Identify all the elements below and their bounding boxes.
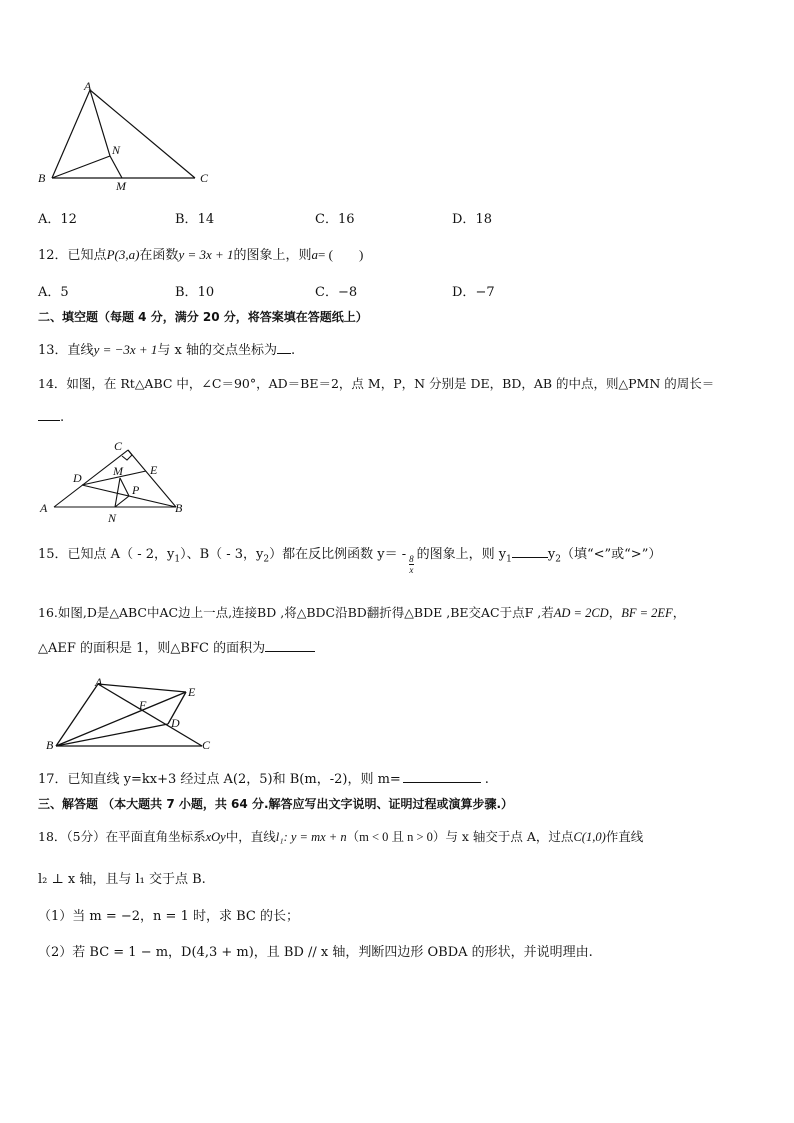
- fig11-label-c: C: [200, 171, 209, 185]
- question-14: [38, 374, 714, 392]
- q18-text: 作直线: [605, 829, 644, 844]
- q11-option-d: [452, 208, 492, 227]
- fig11-label-a: A: [84, 79, 92, 93]
- q18-part-2: （2）若 BC = 1 − m，D(4,3 + m)，且 BD // x 轴，判断四边形 OBDA 的形状，并说明理由.: [38, 945, 593, 960]
- fig14-label-p: P: [132, 483, 140, 497]
- q15-text: y: [547, 547, 556, 562]
- option-letter: D．: [452, 285, 476, 300]
- option-value: 10: [197, 285, 215, 300]
- fig14-label-c: C: [114, 439, 123, 453]
- q18-text: 与 x 轴交于点 A，过点: [445, 829, 574, 844]
- q13-text: .: [291, 343, 296, 358]
- fig14-label-n: N: [108, 511, 117, 525]
- option-letter: B．: [175, 212, 198, 227]
- q18-part-1: （1）当 m = −2，n = 1 时，求 BC 的长；: [38, 909, 299, 924]
- q16-text: ，: [672, 605, 686, 620]
- q16-text: ，: [608, 605, 622, 620]
- q12-option-d: [452, 281, 495, 300]
- option-value: 16: [337, 212, 355, 227]
- q12-text: 已知点: [67, 248, 107, 263]
- figure-q14: [36, 436, 196, 528]
- q18-coordinate-system: xOy: [205, 830, 226, 844]
- answer-blank[interactable]: [265, 639, 315, 652]
- question-number: 12．: [38, 248, 68, 263]
- subscript: 2: [555, 554, 561, 565]
- fraction-numerator: 8: [409, 554, 414, 564]
- q16-line-2: [38, 637, 315, 656]
- option-value: 18: [475, 212, 492, 227]
- fig16-label-c: C: [202, 738, 211, 752]
- option-value: 5: [60, 285, 69, 300]
- q17-text: 17．已知直线 y=kx+3 经过点 A(2，5)和 B(m，-2)，则 m=: [38, 772, 401, 787]
- option-value: −7: [475, 285, 495, 300]
- q12-text: 的图象上，则: [233, 248, 312, 263]
- q16-condition: BF = 2EF: [621, 606, 673, 620]
- q12-point: P(3,a): [106, 247, 140, 262]
- q14-text: .: [60, 410, 65, 425]
- fig14-label-d: D: [73, 471, 82, 485]
- q16-text: △AEF 的面积是 1，则△BFC 的面积为: [38, 641, 266, 656]
- q15-text: （填“<”或“>”）: [560, 547, 662, 562]
- q18-point: C(1,0): [573, 830, 606, 844]
- question-17: [38, 768, 489, 787]
- q14-blank-row: [38, 408, 64, 425]
- question-16: [38, 603, 685, 621]
- q15-text: 的图象上，则 y: [416, 547, 507, 562]
- q15-text: 15．已知点 A（ - 2，y: [38, 547, 175, 562]
- option-value: 12: [60, 212, 77, 227]
- subscript: 2: [263, 554, 270, 565]
- option-value: −8: [337, 285, 358, 300]
- subscript: 1: [506, 554, 512, 565]
- answer-blank[interactable]: [512, 545, 548, 558]
- fig16-label-a: A: [95, 676, 103, 689]
- q11-option-a: [38, 208, 77, 227]
- question-18: [38, 827, 643, 845]
- q12-text: 在函数: [139, 248, 179, 263]
- q18-line-equation: l₁: y = mx + n: [275, 830, 347, 844]
- subscript: 1: [174, 554, 181, 565]
- fig11-label-m: M: [116, 179, 126, 193]
- q18-condition: （m < 0 且 n > 0）: [346, 830, 446, 844]
- question-number: 13．: [38, 343, 68, 358]
- q13-text: 与 x 轴的交点坐标为: [157, 343, 278, 358]
- answer-blank[interactable]: [38, 408, 60, 421]
- option-letter: D．: [452, 212, 476, 227]
- fig14-label-b: B: [175, 501, 183, 515]
- question-12: [38, 244, 363, 263]
- answer-blank[interactable]: [277, 341, 291, 354]
- figure-q11: [30, 78, 220, 193]
- q15-text: ）、B（ - 3，y: [180, 547, 264, 562]
- q18-text: 18．（5分）在平面直角坐标系: [38, 829, 206, 844]
- q12-text: = ( ): [318, 247, 364, 262]
- q11-option-b: [175, 208, 214, 227]
- q16-condition: AD = 2CD: [553, 606, 609, 620]
- q12-options: [38, 281, 738, 299]
- q18-line-2: l₂ ⊥ x 轴，且与 l₁ 交于点 B.: [38, 872, 206, 887]
- figure-q16: [40, 676, 220, 754]
- fig11-label-n: N: [112, 143, 121, 157]
- fig14-label-a: A: [40, 501, 48, 515]
- answer-blank[interactable]: [403, 770, 481, 783]
- fig14-label-m: M: [113, 464, 123, 478]
- q15-fraction: [409, 554, 414, 575]
- q12-function: y = 3x + 1: [178, 247, 234, 262]
- fig16-label-b: B: [46, 738, 54, 752]
- fig11-label-b: B: [38, 171, 46, 185]
- q18-text: 中，直线: [225, 829, 276, 844]
- fig16-label-e: E: [188, 685, 196, 699]
- fig16-label-f: F: [139, 698, 147, 712]
- fig16-label-d: D: [171, 716, 180, 730]
- q17-text: .: [484, 772, 489, 787]
- q13-line-equation: y = −3x + 1: [93, 342, 158, 357]
- q14-text: 14．如图，在 Rt△ABC 中，∠C＝90°，AD＝BE＝2，点 M，P，N 分别是 DE，BD，AB 的中点，则△PMN 的周长＝: [38, 376, 715, 391]
- fig14-label-e: E: [150, 463, 158, 477]
- q11-option-c: [315, 208, 355, 227]
- option-letter: A．: [38, 285, 61, 300]
- option-letter: C．: [315, 285, 338, 300]
- fraction-denominator: x: [409, 565, 414, 575]
- option-value: 14: [197, 212, 215, 227]
- q12-option-c: [315, 281, 357, 300]
- section-3-heading: 三、解答题 （本大题共 7 小题，共 64 分.解答应写出文字说明、证明过程或演算步骤.）: [38, 797, 514, 811]
- q12-variable: a: [311, 247, 319, 262]
- question-13: [38, 339, 295, 358]
- q15-text: ）都在反比例函数 y＝ -: [269, 547, 407, 562]
- q16-text: 16.如图,D是△ABC中AC边上一点,连接BD ,将△BDC沿BD翻折得△BDE ,BE交AC于点F ,若: [38, 605, 554, 620]
- option-letter: A．: [38, 212, 61, 227]
- q11-options: [38, 208, 738, 226]
- q12-option-b: [175, 281, 214, 300]
- question-15: [38, 543, 662, 575]
- option-letter: C．: [315, 212, 338, 227]
- section-2-heading: 二、填空题（每题 4 分，满分 20 分，将答案填在答题纸上）: [38, 310, 368, 324]
- option-letter: B．: [175, 285, 198, 300]
- q12-option-a: [38, 281, 69, 300]
- q13-text: 直线: [67, 343, 94, 358]
